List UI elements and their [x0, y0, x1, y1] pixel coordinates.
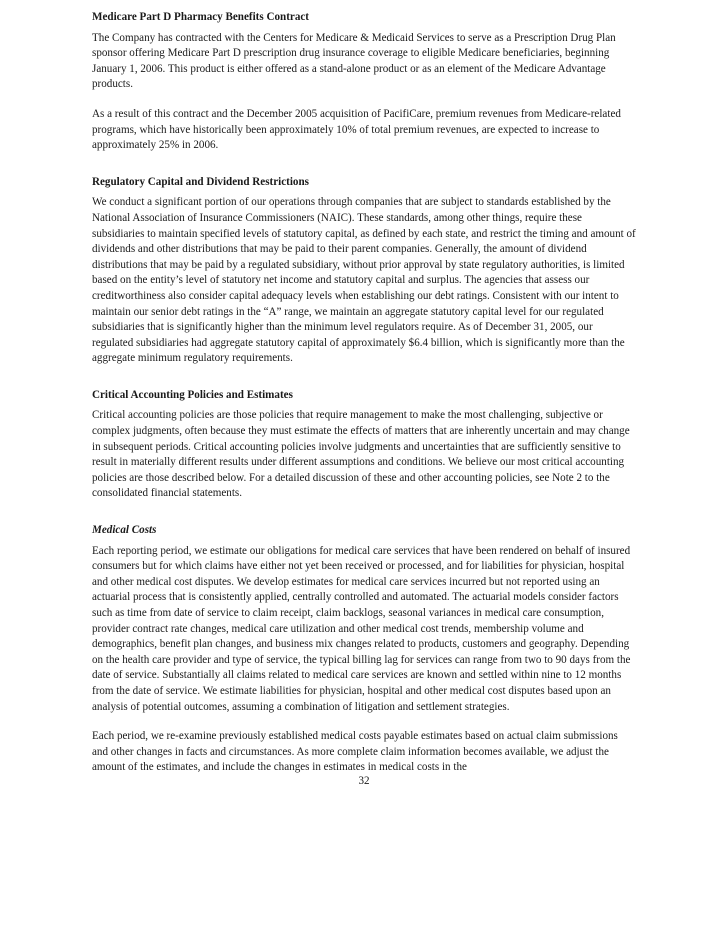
paragraph: Critical accounting policies are those policies that require management to make the most challenging, subjective or complex judgments, often because they must estimate the effects of matters that are inherently uncertain and may change in subsequent periods. Critical accounting policies involve judgments and uncertainties that are sufficiently sensitive to result in materially different results under different assumptions and conditions. We believe our most critical accounting policies are those described below. For a detailed discussion of these and other accounting policies, see Note 2 to the consolidated financial statements. — [92, 409, 630, 500]
section-heading: Medicare Part D Pharmacy Benefits Contract — [92, 11, 309, 23]
section-medicare-part-d — [92, 10, 636, 154]
page-content — [92, 10, 636, 797]
paragraph: The Company has contracted with the Centers for Medicare & Medicaid Services to serve as a Prescription Drug Plan sponsor offering Medicare Part D prescription drug insurance coverage to eligible Medicare beneficiaries, beginning January 1, 2006. This product is either offered as a stand-alone product or as an element of the Medicare Advantage products. — [92, 31, 616, 91]
paragraph: We conduct a significant portion of our operations through companies that are subject to standards established by the National Association of Insurance Commissioners (NAIC). These standards, among other things, require these subsidiaries to maintain specified levels of statutory capital, as defined by each state, and restrict the timing and amount of dividends and other distributions that may be paid to their parent companies. Generally, the amount of dividend distributions that may be paid by a regulated subsidiary, without prior approval by state regulatory authorities, is limited based on the entity’s level of statutory net income and statutory capital and surplus. The agencies that assess our creditworthiness also consider capital adequacy levels when establishing our debt ratings. Consistent with our intent to maintain our senior debt ratings in the “A” range, we maintain an aggregate statutory capital level for our regulated subsidiaries that is significantly higher than the minimum level regulators require. As of December 31, 2005, our regulated subsidiaries had aggregate statutory capital of approximately $6.4 billion, which is significantly more than the aggregate minimum regulatory requirements. — [92, 196, 636, 365]
subsection-heading: Medical Costs — [92, 524, 157, 537]
paragraph: Each reporting period, we estimate our obligations for medical care services that have been rendered on behalf of insured consumers but for which claims have either not yet been received or processed, and for liabilities for physician, hospital and other medical cost disputes. We develop estimates for medical care services incurred but not reported using an actuarial process that is consistently applied, centrally controlled and automated. The actuarial models consider factors such as time from date of service to claim receipt, claim backlogs, seasonal variances in medical care consumption, provider contract rate changes, medical care utilization and other medical cost trends, membership volume and demographics, benefit plan changes, and business mix changes related to products, customers and geography. Depending on the health care provider and type of service, the typical billing lag for services can range from two to 90 days from the date of service. Substantially all claims related to medical care services are known and settled within nine to 12 months from the date of service. We estimate liabilities for physician, hospital and other medical cost disputes based upon an analysis of potential outcomes, assuming a combination of litigation and settlement strategies. — [92, 544, 631, 713]
section-critical-accounting — [92, 388, 636, 502]
section-regulatory-capital — [92, 175, 636, 367]
page-number: 32 — [358, 775, 370, 787]
section-heading: Critical Accounting Policies and Estimates — [92, 388, 293, 401]
paragraph: As a result of this contract and the December 2005 acquisition of PacifiCare, premium revenues from Medicare-related programs, which have historically been approximately 10% of total premium revenues, are expected to increase to approximately 25% in 2006. — [92, 107, 621, 152]
section-medical-costs — [92, 523, 636, 776]
section-heading: Regulatory Capital and Dividend Restrictions — [92, 175, 309, 188]
paragraph: Each period, we re-examine previously established medical costs payable estimates based on actual claim submissions and other changes in facts and circumstances. As more complete claim information becomes available, we adjust the amount of the estimates, and include the changes in estimates in medical costs in the — [92, 730, 618, 774]
